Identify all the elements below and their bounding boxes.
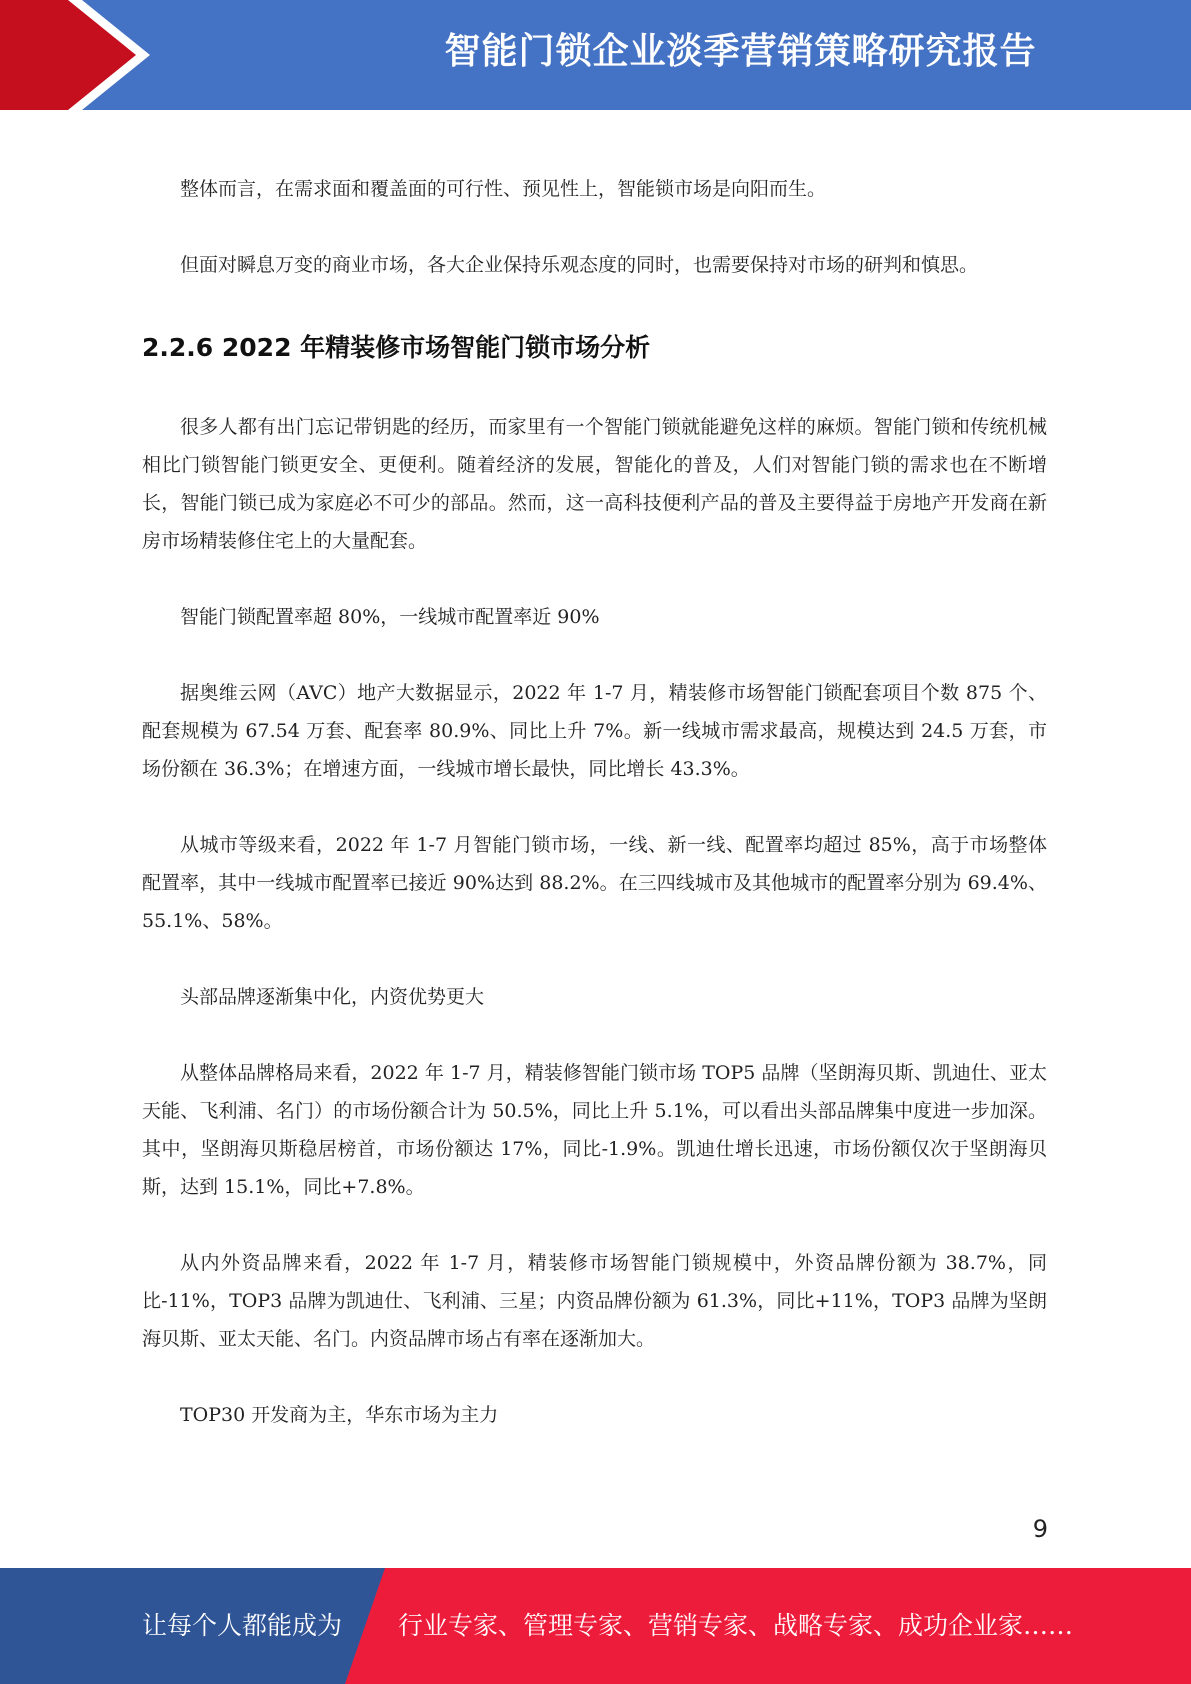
footer-slogan-left: 让每个人都能成为 — [142, 1611, 343, 1640]
paragraph-caution: 但面对瞬息万变的商业市场，各大企业保持乐观态度的同时，也需要保持对市场的研判和慎思。 — [180, 254, 979, 276]
page-header — [0, 0, 1191, 110]
subheading-developers: TOP30 开发商为主，华东市场为主力 — [180, 1404, 499, 1426]
paragraph-avc-data: 据奥维云网（AVC）地产大数据显示，2022 年 1-7 月，精装修市场智能门锁配套项目个数 875 个、配套规模为 67.54 万套、配套率 80.9%、同比上升 7%。新一线城市需求最高，规模达到 24.5 万套，市场份额在 36.3%；在增速方面，一线城市增长最快，同比增长 43.3%。 — [142, 682, 1047, 780]
header-red-arrow-decoration — [0, 0, 150, 110]
footer-slogan-right: 行业专家、管理专家、营销专家、战略专家、成功企业家…… — [398, 1611, 1074, 1640]
section-heading: 2.2.6 2022 年精装修市场智能门锁市场分析 — [142, 333, 651, 362]
paragraph-city-tiers: 从城市等级来看，2022 年 1-7 月智能门锁市场，一线、新一线、配置率均超过 85%，高于市场整体配置率，其中一线城市配置率已接近 90%达到 88.2%。在三四线城市及其他城市的配置率分别为 69.4%、55.1%、58%。 — [142, 834, 1047, 932]
page-number: 9 — [1032, 1515, 1048, 1543]
paragraph-domestic-foreign: 从内外资品牌来看，2022 年 1-7 月，精装修市场智能门锁规模中，外资品牌份额为 38.7%，同比-11%，TOP3 品牌为凯迪仕、飞利浦、三星；内资品牌份额为 61.3%，同比+11%，TOP3 品牌为坚朗海贝斯、亚太天能、名门。内资品牌市场占有率在逐渐加大。 — [142, 1252, 1047, 1350]
subheading-brand-concentration: 头部品牌逐渐集中化，内资优势更大 — [180, 986, 485, 1008]
paragraph-summary: 整体而言，在需求面和覆盖面的可行性、预见性上，智能锁市场是向阳而生。 — [180, 178, 827, 200]
subheading-configuration-rate: 智能门锁配置率超 80%，一线城市配置率近 90% — [180, 606, 600, 628]
paragraph-intro: 很多人都有出门忘记带钥匙的经历，而家里有一个智能门锁就能避免这样的麻烦。智能门锁和传统机械相比门锁智能门锁更安全、更便利。随着经济的发展，智能化的普及，人们对智能门锁的需求也在不断增长，智能门锁已成为家庭必不可少的部品。然而，这一高科技便利产品的普及主要得益于房地产开发商在新房市场精装修住宅上的大量配套。 — [142, 416, 1047, 552]
report-title: 智能门锁企业淡季营销策略研究报告 — [444, 31, 1037, 72]
page-footer — [0, 1568, 1191, 1684]
paragraph-brand-landscape: 从整体品牌格局来看，2022 年 1-7 月，精装修智能门锁市场 TOP5 品牌（坚朗海贝斯、凯迪仕、亚太天能、飞利浦、名门）的市场份额合计为 50.5%，同比上升 5.1%，可以看出头部品牌集中度进一步加深。其中，坚朗海贝斯稳居榜首，市场份额达 17%，同比-1.9%。凯迪仕增长迅速，市场份额仅次于坚朗海贝斯，达到 15.1%，同比+7.8%。 — [142, 1062, 1047, 1198]
page-content — [142, 170, 1047, 1472]
